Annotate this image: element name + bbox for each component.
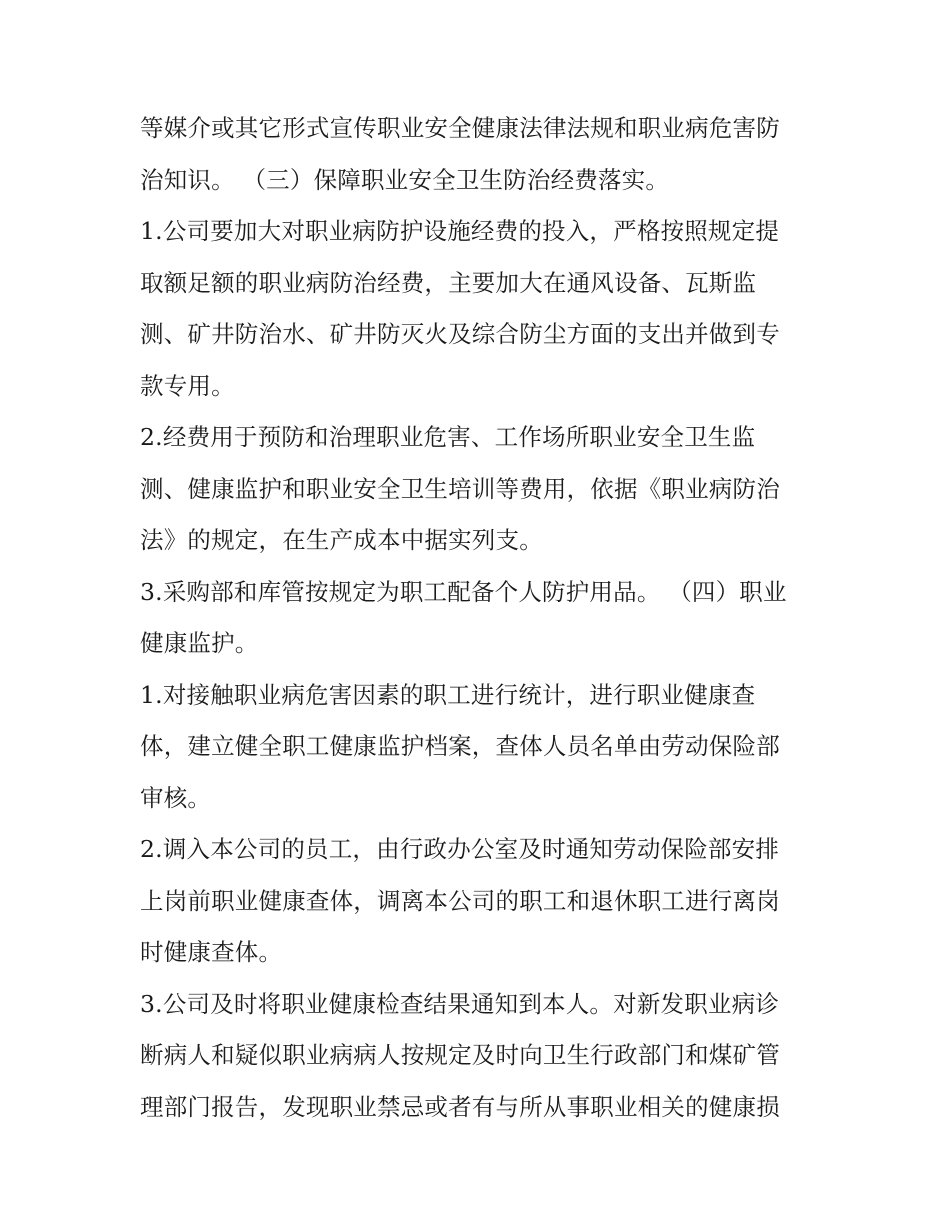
text-line: 1.公司要加大对职业病防护设施经费的投入，严格按照规定提 [140, 217, 780, 245]
text-line: 上岗前职业健康查体，调离本公司的职工和退休职工进行离岗 [140, 886, 780, 915]
text-line: 体，建立健全职工健康监护档案，查体人员名单由劳动保险部 [140, 732, 780, 760]
text-line: 时健康查体。 [140, 938, 283, 966]
text-line: 2.调入本公司的员工，由行政办公室及时通知劳动保险部安排 [140, 835, 780, 863]
text-line: 断病人和疑似职业病病人按规定及时向卫生行政部门和煤矿管 [140, 1041, 780, 1069]
text-line: 理部门报告，发现职业禁忌或者有与所从事职业相关的健康损 [140, 1092, 780, 1121]
text-line: 1.对接触职业病危害因素的职工进行统计，进行职业健康查 [140, 680, 756, 709]
text-line: 法》的规定，在生产成本中据实列支。 [140, 526, 543, 554]
text-line: 健康监护。 [140, 629, 259, 657]
text-line: 取额足额的职业病防治经费，主要加大在通风设备、瓦斯监 [140, 268, 757, 297]
text-line: 治知识。 （三）保障职业安全卫生防治经费落实。 [140, 165, 670, 194]
text-line: 测、矿井防治水、矿井防灭火及综合防尘方面的支出并做到专 [140, 320, 780, 348]
text-line: 等媒介或其它形式宣传职业安全健康法律法规和职业病危害防 [140, 114, 780, 142]
text-line: 测、健康监护和职业安全卫生培训等费用，依据《职业病防治 [140, 474, 780, 503]
text-line: 2.经费用于预防和治理职业危害、工作场所职业安全卫生监 [140, 423, 756, 451]
text-line: 款专用。 [140, 371, 235, 400]
text-line: 3.公司及时将职业健康检查结果通知到本人。对新发职业病诊 [140, 989, 780, 1018]
text-line: 3.采购部和库管按规定为职工配备个人防护用品。 （四）职业 [140, 577, 787, 606]
text-line: 审核。 [140, 783, 212, 812]
document-body [140, 103, 820, 1133]
